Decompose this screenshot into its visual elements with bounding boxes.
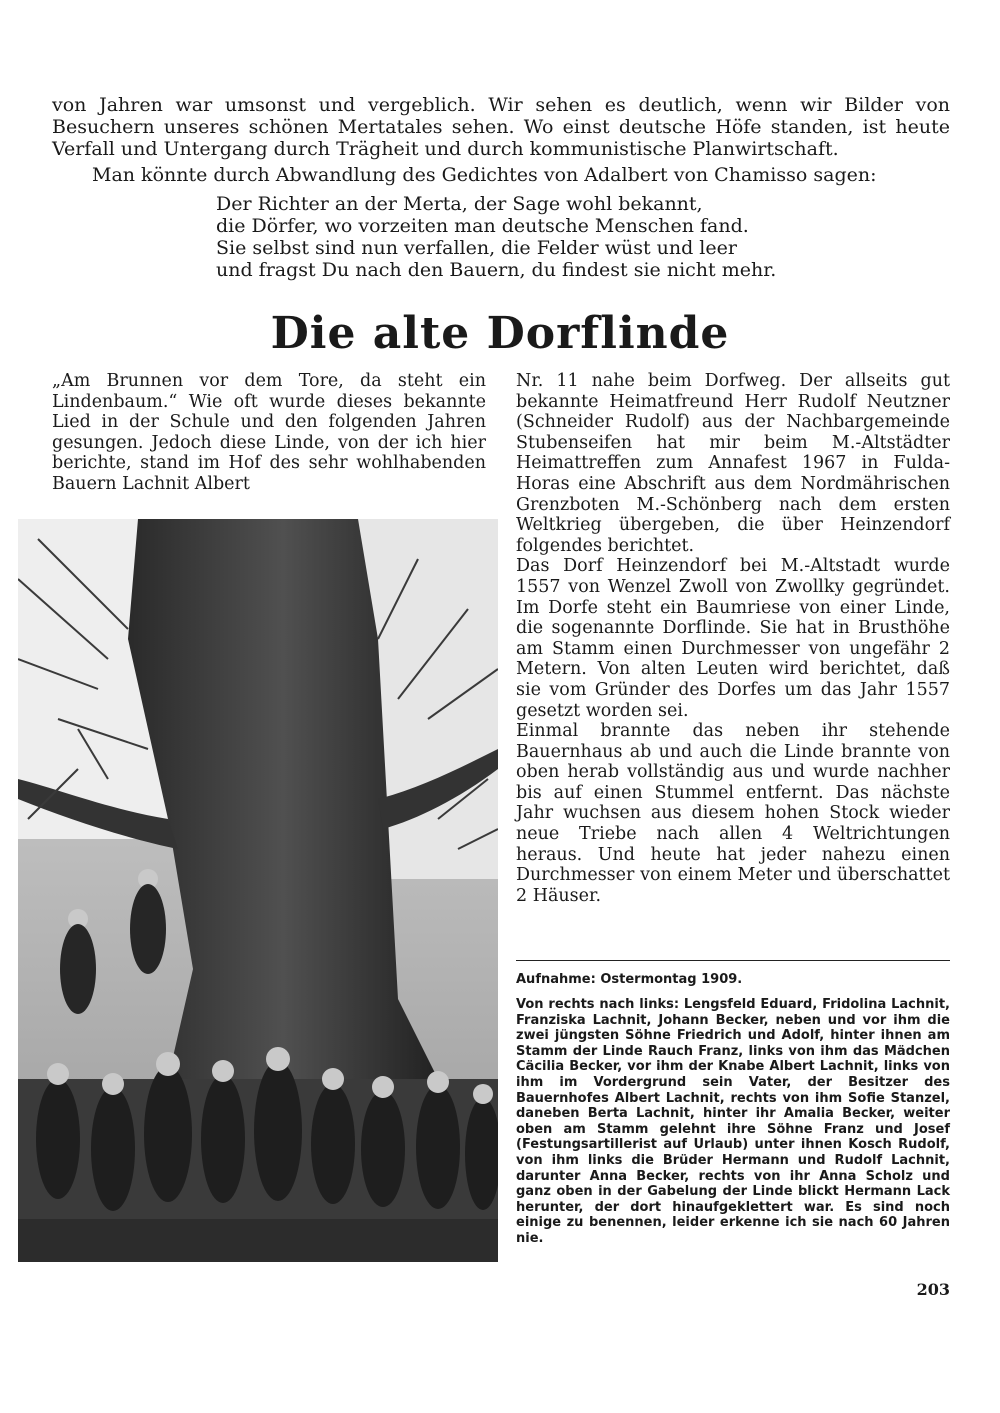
right-paragraph: Nr. 11 nahe beim Dorfweg. Der allseits gut bekannte Heimatfreund Herr Rudolf Neutzner (Schneider Rudolf) aus der Nachbargemeinde Stubenseifen hat mir beim M.-Altstädter Heimattreffen zum Annafest 1967 in Fulda-Horas eine Abschrift aus dem Nordmährischen Grenzboten M.-Schönberg nach dem ersten Weltkrieg übergeben, die über Heinzendorf folgendes berichtet. [516,371,950,556]
poem-line: Der Richter an der Merta, der Sage wohl bekannt, [216,193,703,215]
caption-divider [516,960,950,961]
photo-caption: Von rechts nach links: Lengsfeld Eduard, Fridolina Lachnit, Franziska Lachnit, Johann Becker, neben und vor ihm die zwei jüngsten Söhne Friedrich und Adolf, hinter ihnen am Stamm der Linde Rauch Franz, links von ihm das Mädchen Cäcilia Becker, vor ihm der Knabe Albert Lachnit, links von ihm im Vordergrund sein Vater, der Besitzer des Bauernhofes Albert Lachnit, rechts von ihm Sofie Stanzel, daneben Berta Lachnit, hinter ihr Amalia Becker, weiter oben am Stamm gelehnt ihre Söhne Franz und Josef (Festungsartillerist auf Urlaub) unter ihnen Kosch Rudolf, von ihm links die Brüder Hermann und Rudolf Lachnit, darunter Anna Becker, rechts von ihr Anna Scholz und ganz oben in der Gabelung der Linde blickt Hermann Lack herunter, der dort hinaufgeklettert war. Es sind noch einige zu benennen, leider erkenne ich sie nach 60 Jahren nie. [516,997,950,1246]
intro-block [52,94,950,186]
historic-photo [18,519,498,1262]
left-column [52,371,486,495]
right-paragraph: Einmal brannte das neben ihr stehende Bauernhaus ab und auch die Linde brannte von oben herab vollständig aus und wurde nachher bis auf einen Stummel entfernt. Das nächste Jahr wuchsen aus diesem hohen Stock wieder neue Triebe nach allen 4 Weltrichtungen heraus. Und heute hat jeder nahezu einen Durchmesser von einem Meter und überschattet 2 Häuser. [516,721,950,906]
poem-lead: Man könnte durch Abwandlung des Gedichtes von Adalbert von Chamisso sagen: [92,164,877,186]
article-title: Die alte Dorflinde [270,308,730,359]
right-column [516,371,950,906]
poem-line: und fragst Du nach den Bauern, du findest sie nicht mehr. [216,259,777,281]
poem-line: die Dörfer, wo vorzeiten man deutsche Menschen fand. [216,215,749,237]
right-paragraph: Das Dorf Heinzendorf bei M.-Altstadt wurde 1557 von Wenzel Zwoll von Zwollky gegründet. Im Dorfe steht ein Baumriese von einer Linde, die sogenannte Dorflinde. Sie hat in Brusthöhe am Stamm einen Durchmesser von ungefähr 2 Metern. Von alten Leuten wird berichtet, daß sie vom Gründer des Dorfes um das Jahr 1557 gesetzt worden sei. [516,556,950,721]
page-number: 203 [916,1280,950,1299]
caption-heading: Aufnahme: Ostermontag 1909. [516,972,743,987]
intro-paragraph: von Jahren war umsonst und vergeblich. Wir sehen es deutlich, wenn wir Bilder von Besuchern unseres schönen Mertatales sehen. Wo einst deutsche Höfe standen, ist heute Verfall und Untergang durch Trägheit und durch kommunistische Planwirtschaft. [52,94,950,160]
left-paragraph: „Am Brunnen vor dem Tore, da steht ein Lindenbaum.“ Wie oft wurde dieses bekannte Lied in der Schule und den folgenden Jahren gesungen. Jedoch diese Linde, von der ich hier berichte, stand im Hof des sehr wohlhabenden Bauern Lachnit Albert [52,371,486,494]
linden-tree-photo-illustration [18,519,498,1262]
poem-line: Sie selbst sind nun verfallen, die Felder wüst und leer [216,237,737,259]
poem [216,193,936,281]
